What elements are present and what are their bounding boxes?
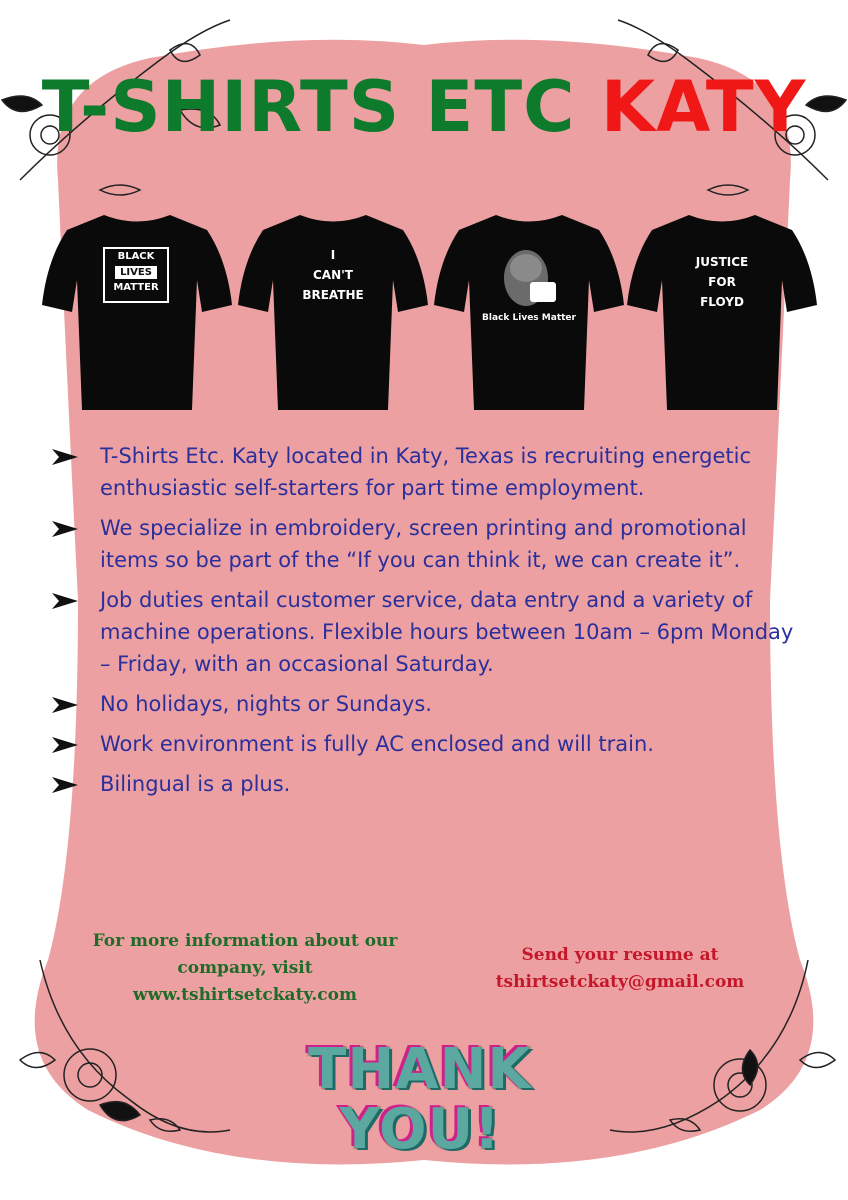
- list-item: [44, 728, 804, 760]
- email-link[interactable]: tshirtsetckaty@gmail.com: [495, 972, 745, 992]
- arrowhead-bullet-icon: [50, 775, 80, 795]
- arrowhead-bullet-icon: [50, 519, 80, 539]
- bullet-text: No holidays, nights or Sundays.: [100, 692, 432, 716]
- shirt-text-line: BLACK: [117, 251, 155, 262]
- list-item: [44, 584, 804, 680]
- bullet-text: Bilingual is a plus.: [100, 772, 291, 796]
- bullet-text: T-Shirts Etc. Katy located in Katy, Texas is recruiting energetic enthusiastic self-starters for part time employment.: [100, 444, 752, 500]
- arrowhead-bullet-icon: [50, 695, 80, 715]
- shirt-caption: Black Lives Matter: [482, 313, 576, 323]
- arrowhead-bullet-icon: [50, 591, 80, 611]
- info-text: Send your resume at: [521, 945, 719, 965]
- thanks-line: YOU!: [339, 1097, 501, 1162]
- info-text: company, visit: [177, 958, 313, 978]
- website-link[interactable]: www.tshirtsetckaty.com: [133, 985, 357, 1005]
- bullet-text: We specialize in embroidery, screen printing and promotional items so be part of the “If you can think it, we can create it”.: [100, 516, 747, 572]
- title-part-green: T-SHIRTS ETC: [41, 66, 576, 148]
- shirt-text-line: I: [330, 248, 336, 262]
- list-item: [44, 768, 804, 800]
- bullet-list: [44, 440, 804, 808]
- shirt-text-line: CAN'T: [313, 268, 353, 282]
- bullet-text: Job duties entail customer service, data entry and a variety of machine operations. Flexible hours between 10am – 6pm Monday – Friday, with an occasional Saturday.: [100, 588, 794, 676]
- shirt-text-line: MATTER: [113, 282, 159, 293]
- shirt-text-line: FLOYD: [700, 295, 744, 309]
- shirt-print-text: [627, 252, 817, 312]
- tshirt-justice-for-floyd: [627, 210, 817, 415]
- bullet-text: Work environment is fully AC enclosed and will train.: [100, 732, 654, 756]
- shirt-print-text: [238, 245, 428, 305]
- tshirt-black-lives-matter: [42, 210, 232, 415]
- arrowhead-bullet-icon: [50, 447, 80, 467]
- shirt-text-line: BREATHE: [302, 288, 364, 302]
- thank-you-graphic: [270, 1037, 570, 1162]
- info-text: For more information about our: [92, 931, 398, 951]
- shirt-text-line: JUSTICE: [695, 255, 749, 269]
- list-item: [44, 440, 804, 504]
- title-part-red: KATY: [600, 66, 807, 148]
- list-item: [44, 688, 804, 720]
- shirt-text-line: FOR: [708, 275, 736, 289]
- tshirt-portrait-blm: [434, 210, 624, 415]
- shirt-text-line: LIVES: [115, 266, 157, 279]
- company-info: [70, 928, 420, 1009]
- shirt-print-box: [103, 247, 169, 303]
- thanks-line: THANK: [308, 1037, 532, 1102]
- list-item: [44, 512, 804, 576]
- flyer-title: [0, 66, 848, 148]
- tshirt-i-cant-breathe: [238, 210, 428, 415]
- resume-info: [470, 942, 770, 996]
- arrowhead-bullet-icon: [50, 735, 80, 755]
